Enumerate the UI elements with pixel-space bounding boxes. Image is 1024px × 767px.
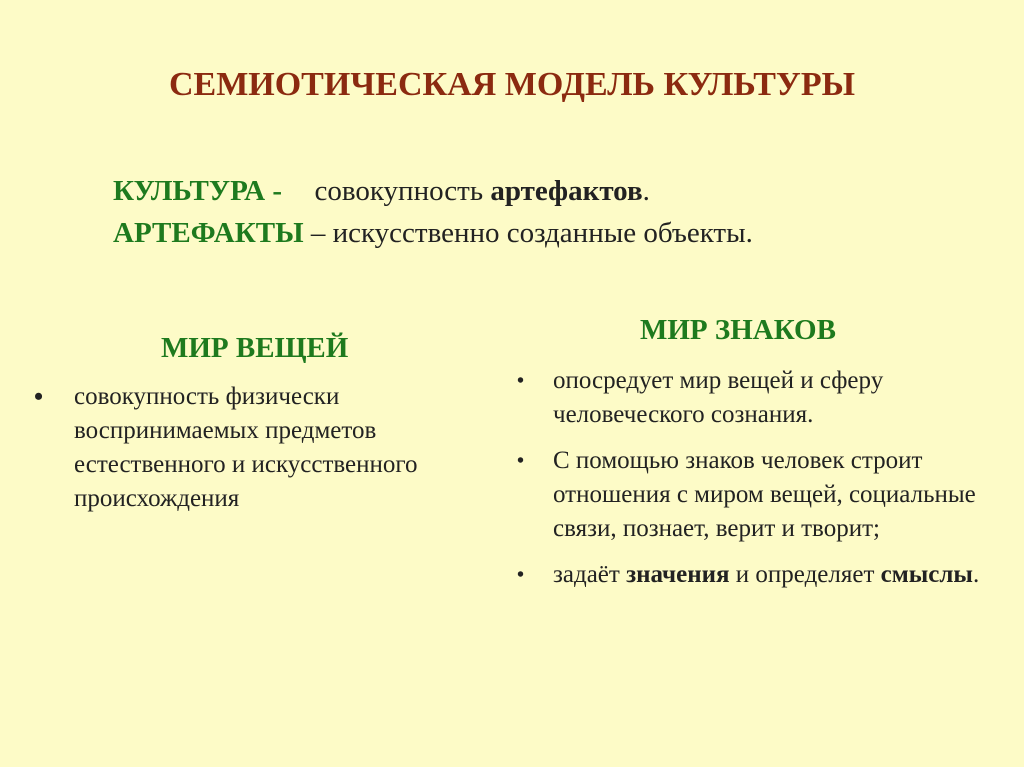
bold-senses: смыслы — [880, 561, 973, 588]
list-item — [517, 558, 987, 592]
list-item-text: совокупность физически воспринимаемых предметов естественного и искусственного происхождения — [74, 383, 418, 512]
list-item-text — [553, 558, 987, 592]
term-culture: КУЛЬТУРА - — [113, 175, 282, 207]
text-part: и определяет — [729, 561, 881, 588]
bullet-icon: • — [34, 382, 44, 411]
definitions — [113, 170, 753, 254]
list-item — [517, 444, 987, 546]
definition-culture — [113, 170, 753, 212]
list-item — [517, 364, 987, 432]
list-item-text: опосредует мир вещей и сферу человеческого сознания. — [553, 367, 884, 428]
list-world-of-things — [34, 380, 484, 516]
heading-world-of-things: МИР ВЕЩЕЙ — [161, 332, 349, 364]
list-world-of-signs — [517, 364, 987, 604]
text-part: задаёт — [553, 561, 627, 588]
bold-meanings: значения — [626, 561, 730, 588]
bullet-icon: • — [517, 370, 525, 392]
bullet-icon: • — [517, 450, 525, 472]
definition-artifacts-text: – искусственно созданные объекты. — [310, 217, 753, 249]
text-part: . — [972, 561, 980, 588]
definition-culture-end: . — [642, 175, 650, 207]
heading-world-of-signs: МИР ЗНАКОВ — [640, 314, 836, 346]
definition-culture-text: совокупность — [314, 175, 484, 207]
slide-title: СЕМИОТИЧЕСКАЯ МОДЕЛЬ КУЛЬТУРЫ — [168, 66, 856, 103]
list-item-text: С помощью знаков человек строит отношения с миром вещей, социальные связи, познает, верит и творит; — [553, 447, 976, 542]
definition-artifacts — [113, 212, 753, 254]
list-item — [34, 380, 484, 516]
term-artifacts: АРТЕФАКТЫ — [113, 217, 304, 249]
bullet-icon: • — [517, 564, 525, 586]
definition-culture-bold: артефактов — [490, 175, 643, 207]
